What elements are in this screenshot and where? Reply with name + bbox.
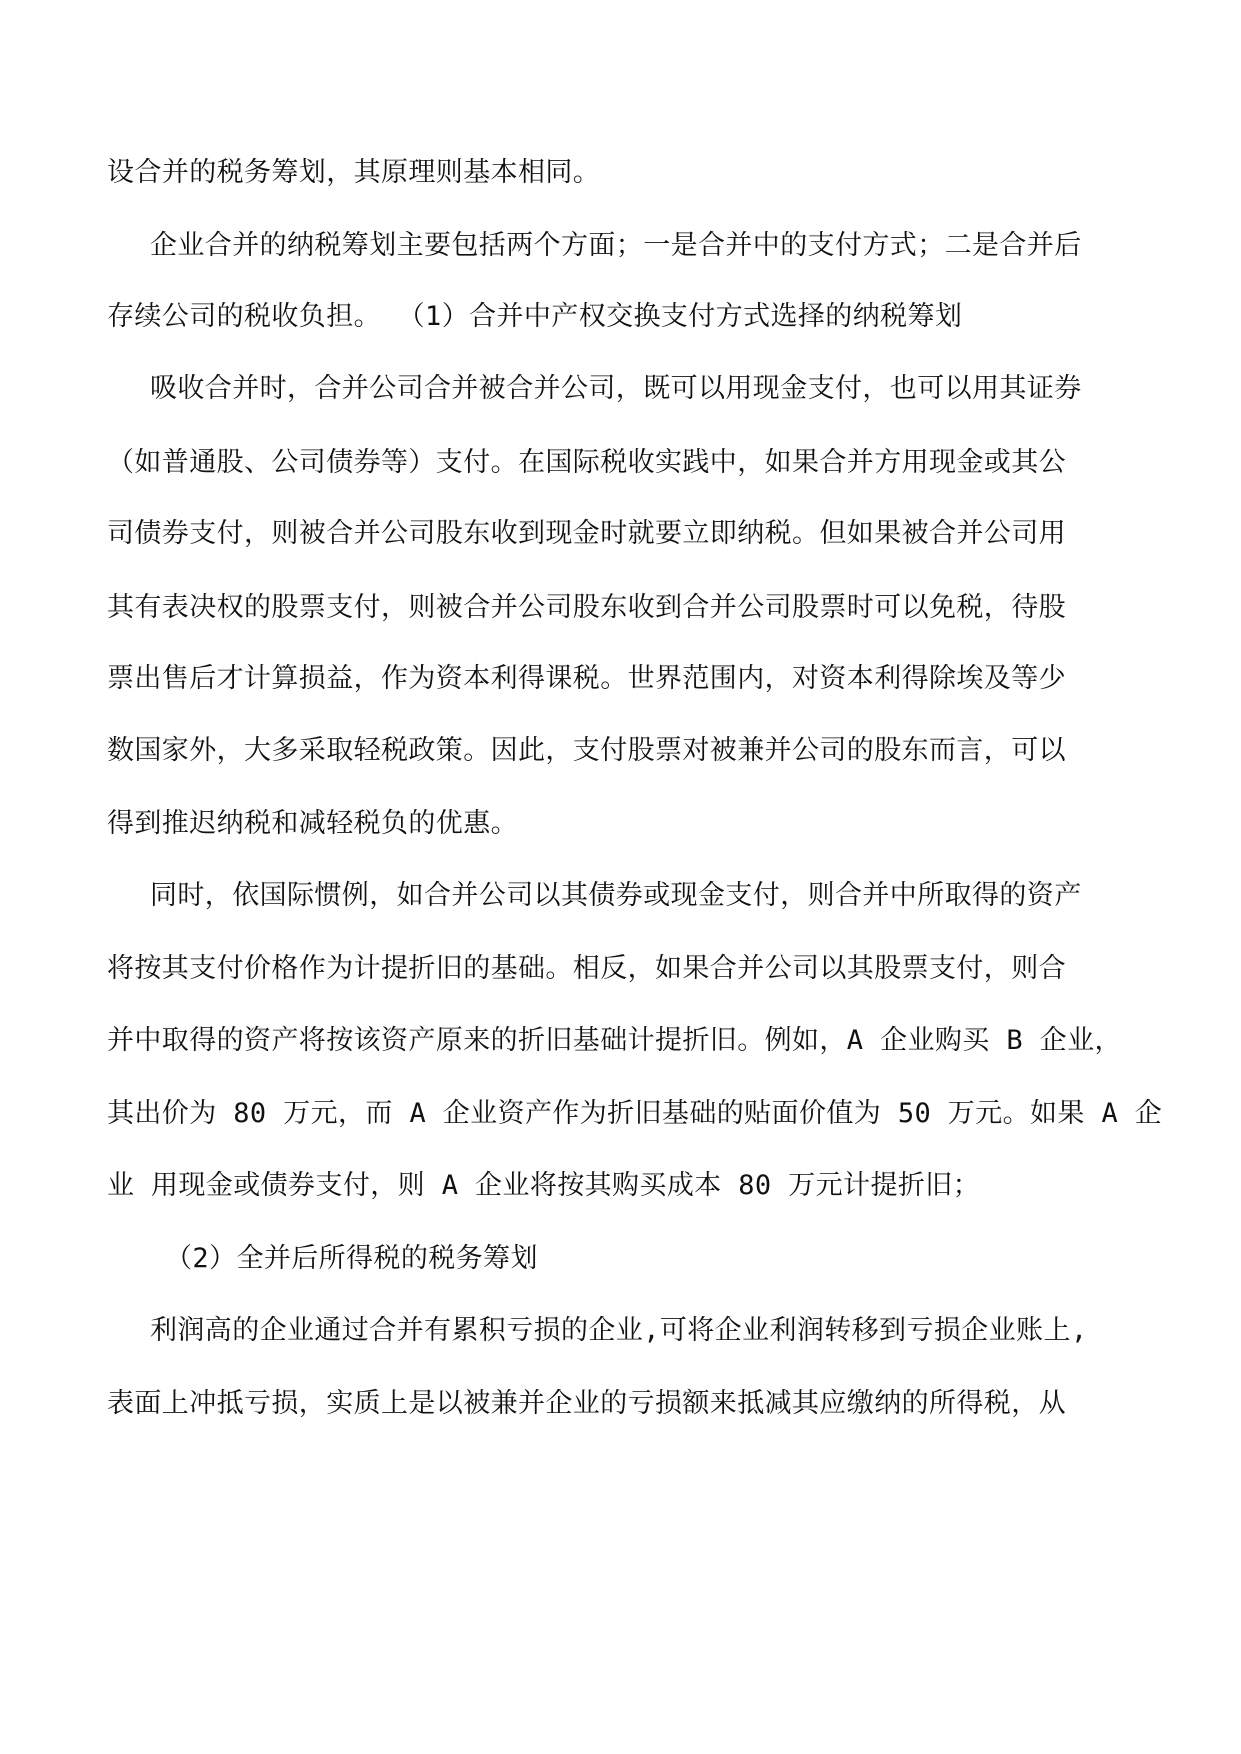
text-line: （如普通股、公司债券等）支付。在国际税收实践中，如果合并方用现金或其公	[107, 447, 1066, 478]
text-line: 吸收合并时，合并公司合并被合并公司，既可以用现金支付，也可以用其证券	[150, 373, 1082, 404]
text-line: 表面上冲抵亏损，实质上是以被兼并企业的亏损额来抵减其应缴纳的所得税，从	[107, 1388, 1066, 1419]
section-heading: （2）全并后所得税的税务筹划	[165, 1243, 538, 1274]
text-line: 利润高的企业通过合并有累积亏损的企业,可将企业利润转移到亏损企业账上,	[150, 1315, 1088, 1346]
text-line: 其有表决权的股票支付，则被合并公司股东收到合并公司股票时可以免税，待股	[107, 592, 1066, 623]
text-line: 设合并的税务筹划，其原理则基本相同。	[107, 157, 601, 188]
text-line: 司债券支付，则被合并公司股东收到现金时就要立即纳税。但如果被合并公司用	[107, 518, 1066, 549]
text-line: 数国家外，大多采取轻税政策。因此，支付股票对被兼并公司的股东而言，可以	[107, 735, 1066, 766]
text-line: 其出价为 80 万元，而 A 企业资产作为折旧基础的贴面价值为 50 万元。如果 A 企	[107, 1098, 1163, 1129]
text-line: 企业合并的纳税筹划主要包括两个方面；一是合并中的支付方式；二是合并后	[150, 230, 1082, 261]
text-line: 得到推迟纳税和减轻税负的优惠。	[107, 808, 518, 839]
text-line: 票出售后才计算损益，作为资本利得课税。世界范围内，对资本利得除埃及等少	[107, 663, 1066, 694]
text-line: 业 用现金或债券支付，则 A 企业将按其购买成本 80 万元计提折旧；	[107, 1170, 981, 1201]
text-line: 将按其支付价格作为计提折旧的基础。相反，如果合并公司以其股票支付，则合	[107, 953, 1066, 984]
text-line: 同时，依国际惯例，如合并公司以其债券或现金支付，则合并中所取得的资产	[150, 880, 1082, 911]
text-line: 并中取得的资产将按该资产原来的折旧基础计提折旧。例如，A 企业购买 B 企业，	[107, 1025, 1122, 1056]
text-line: 存续公司的税收负担。 （1）合并中产权交换支付方式选择的纳税筹划	[107, 301, 963, 332]
